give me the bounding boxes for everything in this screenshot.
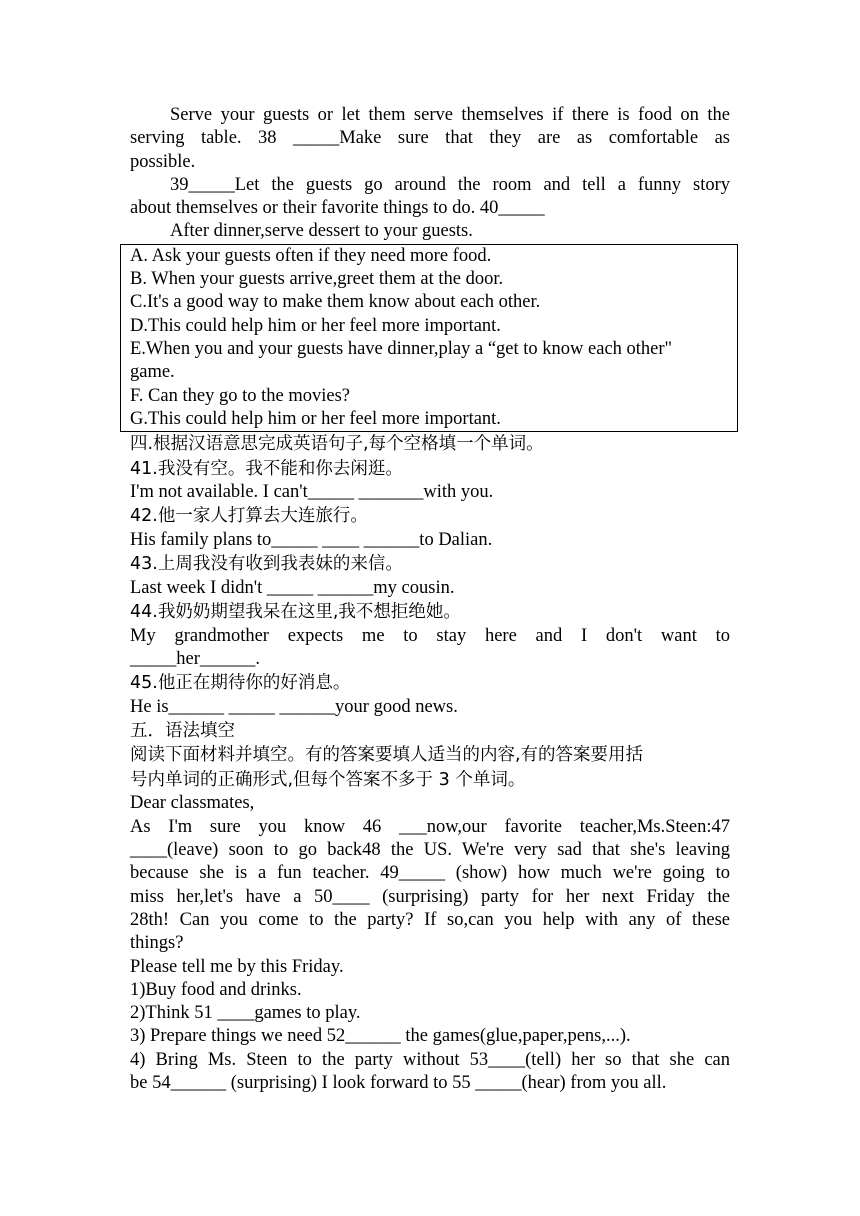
question-chinese: 42.他一家人打算去大连旅行。 (130, 506, 368, 527)
letter-line: 3) Prepare things we need 52______ the games(glue,paper,pens,...). (130, 1026, 631, 1047)
question-english: I'm not available. I can't_____ _______with you. (130, 482, 494, 503)
option-item: C.It's a good way to make them know about each other. (130, 292, 541, 313)
section-five (130, 719, 730, 1095)
option-item: game. (130, 362, 175, 383)
letter-greeting: Dear classmates, (130, 793, 255, 814)
question-chinese: 45.他正在期待你的好消息。 (130, 673, 351, 694)
option-item: B. When your guests arrive,greet them at the door. (130, 269, 504, 290)
passage-line: possible. (130, 151, 196, 172)
letter-line: ____(leave) soon to go back48 the US. We're very sad that she's leaving (130, 840, 730, 861)
question-english: _____her______. (130, 648, 260, 669)
question-english: His family plans to_____ ____ ______to Dalian. (130, 529, 493, 550)
letter-line: As I'm sure you know 46 ___now,our favorite teacher,Ms.Steen:47 (130, 816, 730, 837)
section-heading: 五．语法填空 (130, 720, 235, 741)
section-heading: 四.根据汉语意思完成英语句子,每个空格填一个单词。 (130, 434, 544, 455)
letter-line: be 54______ (surprising) I look forward to 55 _____(hear) from you all. (130, 1073, 667, 1093)
question-chinese: 43.上周我没有收到我表妹的来信。 (130, 554, 403, 575)
passage-line: After dinner,serve dessert to your guests. (170, 221, 473, 242)
option-item: G.This could help him or her feel more important. (130, 408, 501, 429)
document-page (130, 104, 730, 1095)
passage-line: 39_____Let the guests go around the room and tell a funny story (170, 174, 730, 195)
letter-line: miss her,let's have a 50____ (surprising) party for her next Friday the (130, 886, 730, 907)
letter-line: 2)Think 51 ____games to play. (130, 1003, 361, 1024)
question-english: He is______ _____ ______your good news. (130, 696, 458, 717)
option-item: D.This could help him or her feel more important. (130, 315, 501, 336)
option-item: E.When you and your guests have dinner,play a “get to know each other" (130, 338, 673, 359)
question-chinese: 44.我奶奶期望我呆在这里,我不想拒绝她。 (130, 602, 461, 623)
letter-line: because she is a fun teacher. 49_____ (show) how much we're going to (130, 863, 730, 884)
question-chinese: 41.我没有空。我不能和你去闲逛。 (130, 458, 403, 479)
letter-line: 1)Buy food and drinks. (130, 979, 302, 1000)
section-four (130, 432, 730, 719)
section-instruction: 阅读下面材料并填空。有的答案要填人适当的内容,有的答案要用括 (130, 745, 644, 766)
passage-line: serving table. 38 _____Make sure that they are as comfortable as (130, 128, 730, 149)
letter-line: 28th! Can you come to the party? If so,can you help with any of these (130, 909, 730, 930)
letter-line: 4) Bring Ms. Steen to the party without 53____(tell) her so that she can (130, 1049, 730, 1070)
passage-line: about themselves or their favorite things to do. 40_____ (130, 198, 545, 219)
section-instruction: 号内单词的正确形式,但每个答案不多于 3 个单词。 (130, 769, 526, 790)
option-item: A. Ask your guests often if they need more food. (130, 245, 492, 266)
letter-line: things? (130, 933, 184, 954)
question-english: Last week I didn't _____ ______my cousin. (130, 577, 455, 598)
passage (130, 104, 730, 244)
question-english: My grandmother expects me to stay here and I don't want to (130, 625, 730, 646)
option-item: F. Can they go to the movies? (130, 385, 350, 406)
passage-line: Serve your guests or let them serve themselves if there is food on the (170, 105, 730, 125)
options-box (120, 244, 738, 432)
letter-line: Please tell me by this Friday. (130, 956, 344, 977)
